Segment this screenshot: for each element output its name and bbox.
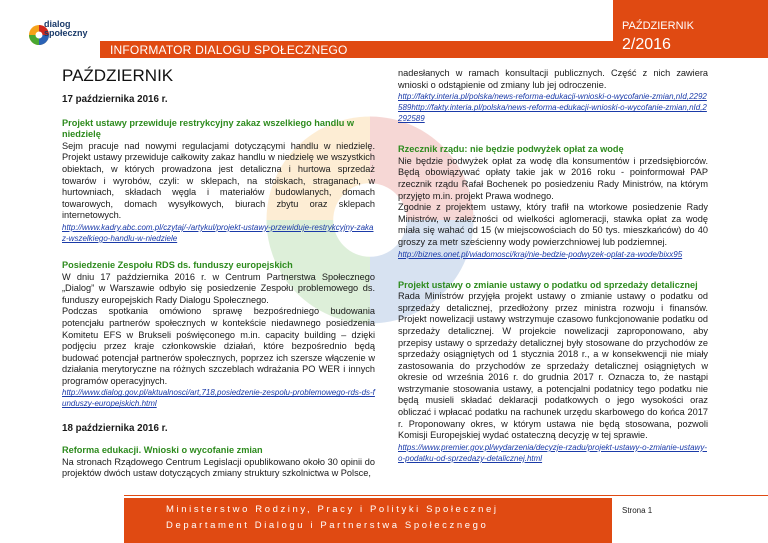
article-text: nadesłanych w ramach konsultacji publicznych. Część z nich zawiera wnioski o odstąpienie od zmiany lub jej odroczenie. <box>398 68 708 90</box>
article-title: Projekt ustawy o zmianie ustawy o podatku od sprzedaży detalicznej <box>398 279 698 290</box>
page-header <box>0 0 768 62</box>
article-link[interactable]: http://www.kadry.abc.com.pl/czytaj/-/artykul/projekt-ustawy-przewiduje-restrykcyjny-zakaz-wszelkiego-handlu-w-niedziele <box>62 222 374 243</box>
footer-ministry: Ministerstwo Rodziny, Pracy i Polityki Społecznej <box>166 504 499 515</box>
article-link[interactable]: http://www.dialog.gov.pl/aktualnosci/art,718,posiedzenie-zespolu-problemowego-rds-ds-funduszy-europejskich.html <box>62 388 375 409</box>
article-title: Projekt ustawy przewiduje restrykcyjny zakaz wszelkiego handlu w niedzielę <box>62 117 355 140</box>
footer-department: Departament Dialogu i Partnerstwa Społecznego <box>166 520 489 531</box>
header-issue: 2/2016 <box>622 36 671 53</box>
month-heading: PAŹDZIERNIK <box>62 66 174 85</box>
article-text: Nie będzie podwyżek opłat za wodę dla konsumentów i przedsiębiorców. Będą obowiązywać opłaty takie jak w 2016 roku - poinformował PAP rzecznik rządu Rafał Bochenek po posiedzeniu Rady Ministrów, na którym przyjęto m.in. projekt Prawa wodnego. <box>398 155 708 201</box>
article-text: Na stronach Rządowego Centrum Legislacji opublikowano około 30 opinii do projektów dwóch ustaw dotyczących zmiany struktury szkolnictwa w Polsce, <box>62 456 375 479</box>
article-title: Posiedzenie Zespołu RDS ds. funduszy europejskich <box>62 259 293 270</box>
footer-divider <box>124 495 768 496</box>
article-link[interactable]: https://www.premier.gov.pl/wydarzenia/decyzje-rzadu/projekt-ustawy-o-zmianie-ustawy-o-podatku-od-sprzedazy-detalicznej.html <box>398 442 707 463</box>
article-text: W dniu 17 października 2016 r. w Centrum Partnerstwa Społecznego „Dialog” w Warszawie odbyło się posiedzenie Zespołu problemowego ds. funduszy europejskich Rady Dialogu Społecznego. <box>62 271 375 305</box>
article-text: Zgodnie z projektem ustawy, który trafił na wtorkowe posiedzenie Rady Ministrów, w zależności od wielkości aglomeracji, stawka opłat za wodę miała się wahać od 15 (w miejscowościach do 50 tys. mieszkańców) do 40 groszy za metr sześcienny wody powierzchniowej lub podziemnej. <box>398 202 708 247</box>
date-heading: 17 października 2016 r. <box>62 94 168 105</box>
header-month: PAŹDZIERNIK <box>622 20 694 32</box>
footer-page-box <box>612 498 768 543</box>
page-number: Strona 1 <box>622 506 653 515</box>
article-title: Rzecznik rządu: nie będzie podwyżek opłat za wodę <box>398 144 624 155</box>
left-column <box>62 66 375 480</box>
article-link[interactable]: http://biznes.onet.pl/wiadomosci/kraj/nie-bedzie-podwyzek-oplat-za-wode/bixx95 <box>398 249 683 259</box>
article-link[interactable]: http://fakty.interia.pl/polska/news-reforma-edukacji-wnioski-o-wycofanie-zmian,nId,2292589http://fakty.interia.pl/polska/news-reforma-edukacji-wnioski-o-wycofanie-zmian,nId,2292589 <box>398 92 707 124</box>
article-text: Podczas spotkania omówiono sprawę bezpośredniego budowania potencjału partnerów społecznych w kontekście niedawnego posiedzenia Komitetu EFS w Brukseli poświęconego m.in. capacity building – dzięki podjęciu przez kraje członkowskie działań, które bezpośrednio będą budować potencjał partnerów społecznych, poprzez ich szersze włączenie w działania merytoryczne na różnych szczeblach wdrażania PO WER i innych programów operacyjnych. <box>62 306 375 386</box>
article-title: Reforma edukacji. Wnioski o wycofanie zmian <box>62 445 263 456</box>
logo-text: dialog społeczny <box>44 19 88 38</box>
page-footer <box>0 498 768 543</box>
informator-title: INFORMATOR DIALOGU SPOŁECZNEGO <box>110 43 348 57</box>
article-text: Rada Ministrów przyjęła projekt ustawy o zmianie ustawy o podatku od sprzedaży detalicznej, przedłożony przez ministra rozwoju i finansów. Projekt nowelizacji ustawy wstrzymuje czasowo funkcjonowanie podatku od sprzedaży detalicznej. W projekcie nowelizacji zaproponowano, aby przepisy ustawy o sprzedaży detalicznej były stosowane do przychodów ze sprzedaży osiągniętych od 1 stycznia 2018 r., a w konsekwencji nie miały zastosowania do przychodów ze sprzedaży detalicznej osiągniętych w okresie od września 2016 r. do grudnia 2017 r. Oznacza to, że nastąpi wstrzymanie stosowania ustawy, a potencjalni podatnicy tego podatku nie będą musieli składać deklaracji podatkowych o jego wysokości oraz obliczać i wpłacać podatku na rachunek urzędu skarbowego do końca 2017 r. Proponowany okres, w którym ustawa nie będą stosowana, pozwoli Komisji Europejskiej wydać ostateczną decyzję w tej sprawie. <box>398 291 708 441</box>
date-heading: 18 października 2016 r. <box>62 423 168 435</box>
right-column <box>398 68 708 464</box>
article-text: Sejm pracuje nad nowymi regulacjami dotyczącymi handlu w niedzielę. Projekt ustawy przewiduje całkowity zakaz handlu w niedzielę we wszystkich obiektach, w których prowadzona jest detaliczna i hurtowa sprzedaż towarów i wyrobów, czyli: w sklepach, na stoiskach, straganach, w hurtowniach, składach węgla i materiałów budowlanych, domach towarowych, domach wysyłkowych, biurach zbytu oraz sklepach internetowych. <box>62 140 375 221</box>
